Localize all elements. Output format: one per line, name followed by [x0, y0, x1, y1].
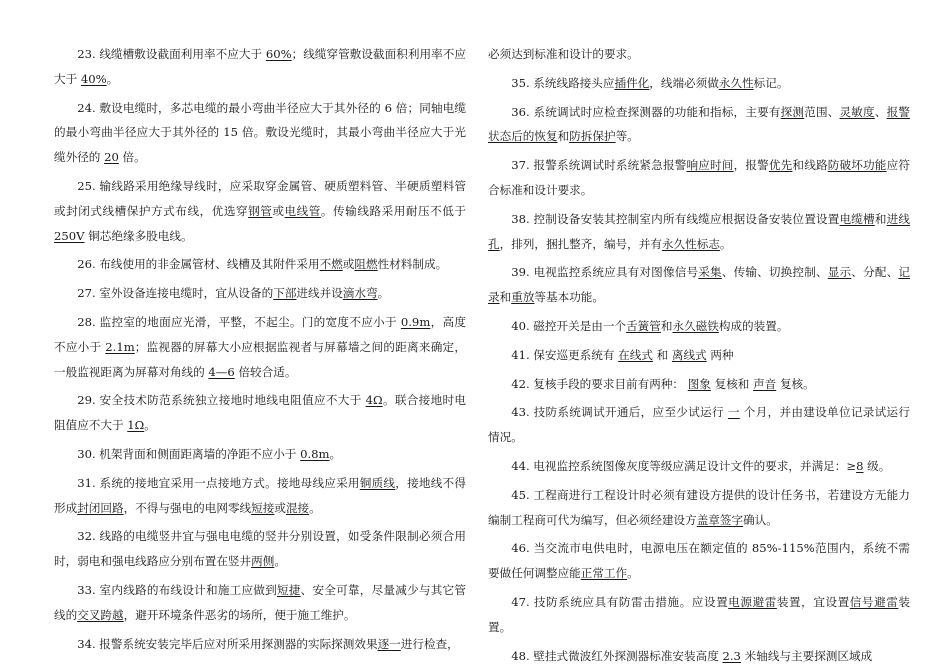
question-item: [54, 524, 466, 574]
question-text: 、: [874, 104, 887, 119]
question-item: [488, 454, 910, 479]
answer-blank: 离线式: [671, 347, 707, 362]
right-column: [488, 42, 910, 672]
question-text: 。: [719, 236, 732, 251]
answer-blank: 舌簧管: [626, 318, 661, 333]
question-item: [488, 372, 910, 397]
question-item: [488, 42, 910, 67]
question-item: [54, 252, 466, 277]
question-text: 37. 报警系统调试时系统紧急报警: [511, 158, 687, 173]
question-text: 等。: [615, 129, 639, 144]
question-item: [54, 281, 466, 306]
question-text: 装置。: [488, 594, 910, 634]
answer-blank: 正常工作: [580, 566, 628, 581]
answer-blank: 响应时间: [686, 158, 734, 173]
question-text: 确认。: [743, 512, 778, 527]
question-text: 39. 电视监控系统应具有对图像信号: [511, 265, 699, 280]
answer-blank: 封闭回路: [77, 500, 124, 515]
answer-blank: 钢管: [248, 203, 273, 218]
question-text: 35. 系统线路接头应: [511, 75, 615, 90]
answer-blank: 2.1m: [105, 339, 135, 354]
question-text: 33. 室内线路的布线设计和施工应做到: [77, 582, 277, 597]
question-item: [488, 260, 910, 310]
question-item: [54, 632, 466, 657]
answer-blank: 短捷: [276, 582, 301, 597]
answer-blank: 采集: [698, 265, 722, 280]
question-item: [54, 42, 466, 92]
question-text: 47. 技防系统应具有防雷击措施。应设置: [511, 594, 729, 609]
answer-blank: 下部: [273, 286, 297, 301]
question-text: 必须达到标准和设计的要求。: [488, 47, 639, 61]
answer-blank: 在线式: [618, 347, 653, 362]
question-text: 范围、: [804, 104, 840, 119]
question-text: 、分配、: [851, 265, 899, 280]
question-text: 26. 布线使用的非金属管材、线槽及其附件采用: [77, 257, 320, 272]
question-item: [54, 174, 466, 248]
answer-blank: 探测: [780, 104, 805, 119]
question-text: 个月，并由建设单位记录试运行情况。: [488, 405, 911, 445]
answer-blank: 一: [727, 405, 740, 420]
question-text: ，避开环境条件恶劣的场所，便于施工维护。: [123, 607, 356, 622]
answer-blank: 插件化: [614, 75, 650, 90]
answer-blank: 盖章签字: [696, 512, 744, 527]
answer-blank: 报警状态后的恢复: [488, 104, 910, 144]
answer-blank: 20: [104, 150, 119, 165]
question-text: 标记。: [753, 75, 789, 90]
question-text: 铜芯绝缘多股电线。: [84, 228, 193, 243]
question-text: 。: [329, 446, 342, 461]
question-text: ，线端必须做: [649, 75, 719, 90]
question-item: [54, 310, 466, 384]
question-text: 44. 电视监控系统图像灰度等级应满足设计文件的要求，并满足：≥: [511, 458, 857, 473]
answer-blank: 显示: [827, 265, 852, 280]
question-text: ，报警: [733, 158, 769, 173]
question-text: 进行检查，: [400, 636, 459, 651]
question-text: ，高度不应小于: [54, 314, 466, 354]
answer-blank: 60%: [265, 47, 292, 61]
question-text: 。: [377, 286, 390, 301]
question-text: 两种: [706, 347, 734, 362]
answer-blank: 40%: [80, 71, 107, 86]
question-text: 36. 系统调试时应检查探测器的功能和指标，主要有: [511, 104, 781, 119]
answer-blank: 滴水弯: [342, 286, 378, 301]
question-text: 32. 线路的电缆竖井宜与强电电缆的竖井分别设置，如受条件限制必须合用时，弱电和强电线路应分别布置在竖井: [54, 529, 466, 569]
answer-blank: 1Ω: [127, 418, 145, 433]
answer-blank: 灵敏度: [839, 104, 875, 119]
question-text: 45. 工程商进行工程设计时必须有建设方提供的设计任务书，若建设方无能力编制工程商可代为编写，但必须经建设方: [488, 487, 910, 527]
question-text: 。: [274, 554, 286, 569]
answer-blank: 重放: [511, 290, 535, 305]
answer-blank: 防破坏功能: [827, 158, 887, 173]
question-text: 23. 线缆槽敷设截面利用率不应大于: [77, 47, 266, 61]
question-text: ；监视器的屏幕大小应根据监视者与屏幕墙之间的距离来确定，一般监视距离为屏幕对角线的: [54, 339, 466, 379]
question-text: 性材料制成。: [377, 257, 448, 272]
question-item: [488, 71, 910, 96]
answer-blank: 优先: [768, 158, 793, 173]
question-text: 。: [144, 418, 156, 433]
answer-blank: 进线孔: [488, 211, 910, 251]
question-text: 30. 机架背面和侧面距离墙的净距不应小于: [77, 446, 301, 461]
question-text: 27. 室外设备连接电缆时，宜从设备的: [77, 286, 274, 301]
question-text: 应符合标准和设计要求。: [488, 158, 910, 197]
question-text: 25. 输线路采用绝缘导线时，应采取穿金属管、硬质塑料管、半硬质塑料管或封闭式线槽保护方式布线，优选穿: [54, 178, 466, 218]
question-text: 41. 保安巡更系统有: [511, 347, 619, 362]
question-text: 或: [274, 500, 286, 515]
answer-blank: 不燃: [319, 257, 343, 272]
question-text: 倍。: [118, 150, 146, 165]
left-column: [54, 42, 466, 660]
question-text: 38. 控制设备安装其控制室内所有线缆应根据设备安装位置设置: [511, 211, 840, 226]
answer-blank: 永久磁铁: [672, 318, 719, 333]
question-text: 29. 安全技术防范系统独立接地时地线电阻值应不大于: [77, 393, 366, 408]
question-item: [54, 96, 466, 170]
question-text: 和: [499, 290, 512, 305]
answer-blank: 4Ω: [365, 393, 383, 408]
question-text: 和: [652, 347, 672, 362]
question-text: 复核和: [710, 376, 754, 391]
answer-blank: 图象: [687, 376, 711, 391]
answer-blank: 阻燃: [354, 257, 378, 272]
question-text: 构成的装置。: [718, 318, 789, 333]
answer-blank: 0.8m: [300, 446, 330, 461]
question-text: 等基本功能。: [534, 290, 604, 305]
question-item: [54, 442, 466, 467]
question-item: [488, 644, 910, 669]
answer-blank: 4—6: [208, 364, 235, 379]
question-text: 。: [106, 71, 119, 86]
question-item: [488, 314, 910, 339]
question-text: 46. 当交流市电供电时，电源电压在额定值的 85%-115%范围内，系统不需要做任何调整应能: [488, 541, 910, 581]
answer-blank: 信号避雷: [849, 594, 899, 609]
answer-blank: 0.9m: [400, 314, 431, 329]
question-text: 。: [627, 566, 639, 581]
question-text: 42. 复核手段的要求目前有两种：: [511, 376, 688, 391]
question-text: 24. 敷设电缆时，多芯电缆的最小弯曲半径应大于其外径的 6 倍；同轴电缆的最小弯曲半径应大于其外径的 15 倍。敷设光缆时，其最小弯曲半径应大于光缆外径的: [54, 100, 466, 165]
answer-blank: 电缆槽: [839, 211, 875, 226]
question-item: [488, 483, 910, 533]
question-text: 和线路: [792, 158, 828, 173]
answer-blank: 250V: [54, 228, 85, 243]
question-text: ，接地线不得形成: [54, 475, 466, 515]
question-text: ，排列，捆扎整齐，编号，并有: [499, 236, 662, 251]
answer-blank: 逐一: [377, 636, 401, 651]
question-item: [488, 153, 910, 203]
answer-blank: 永久性标志: [661, 236, 720, 251]
question-item: [488, 400, 910, 450]
answer-blank: 铜质线: [359, 475, 396, 490]
question-text: 和: [874, 211, 887, 226]
question-text: 复核。: [776, 376, 815, 391]
answer-blank: 交叉跨越: [77, 607, 124, 622]
question-text: 倍较合适。: [234, 364, 297, 379]
answer-blank: 电源避雷: [728, 594, 777, 609]
question-text: 40. 磁控开关是由一个: [511, 318, 627, 333]
answer-blank: 8: [856, 458, 864, 473]
answer-blank: 混接: [285, 500, 310, 515]
answer-blank: 防拆保护: [569, 129, 616, 144]
question-item: [488, 590, 910, 640]
answer-blank: 永久性: [718, 75, 754, 90]
question-text: ；线缆穿管敷设截面积利用率不应大于: [54, 47, 466, 86]
question-text: 或: [342, 257, 355, 272]
question-text: 48. 壁挂式微波红外探测器标准安装高度: [511, 648, 723, 663]
question-text: 。: [309, 500, 321, 515]
question-text: 、传输、切换控制、: [721, 265, 828, 280]
answer-blank: 声音: [753, 376, 777, 391]
question-text: 或: [272, 203, 285, 218]
question-text: 装置，宜设置: [776, 594, 850, 609]
question-text: 和: [557, 129, 570, 144]
question-item: [54, 388, 466, 438]
question-item: [488, 100, 910, 150]
question-text: 34. 报警系统安装完毕后应对所采用探测器的实际探测效果: [77, 636, 378, 651]
question-text: 进线并设: [296, 286, 343, 301]
question-text: 43. 技防系统调试开通后，应至少试运行: [511, 405, 728, 420]
question-text: 、安全可靠，尽量减少与其它管线的: [54, 582, 466, 622]
question-item: [488, 207, 910, 257]
answer-blank: 电线管: [284, 203, 321, 218]
question-text: 级。: [863, 458, 891, 473]
answer-blank: 2.3: [722, 648, 741, 663]
question-text: 28. 监控室的地面应光滑，平整，不起尘。门的宽度不应小于: [77, 314, 401, 329]
question-text: 。联合接地时电阻值应不大于: [54, 393, 466, 433]
answer-blank: 两侧: [251, 554, 275, 569]
question-text: ，不得与强电的电网零线: [123, 500, 252, 515]
question-item: [488, 343, 910, 368]
question-text: 。传输线路采用耐压不低于: [320, 203, 466, 218]
question-text: 米轴线与主要探测区域成: [740, 648, 873, 663]
question-item: [54, 471, 466, 521]
answer-blank: 短接: [251, 500, 275, 515]
question-item: [488, 536, 910, 586]
question-text: 31. 系统的接地宜采用一点接地方式。接地母线应采用: [77, 475, 360, 490]
question-text: 和: [660, 318, 673, 333]
answer-blank: 记录: [488, 265, 910, 305]
question-item: [54, 578, 466, 628]
